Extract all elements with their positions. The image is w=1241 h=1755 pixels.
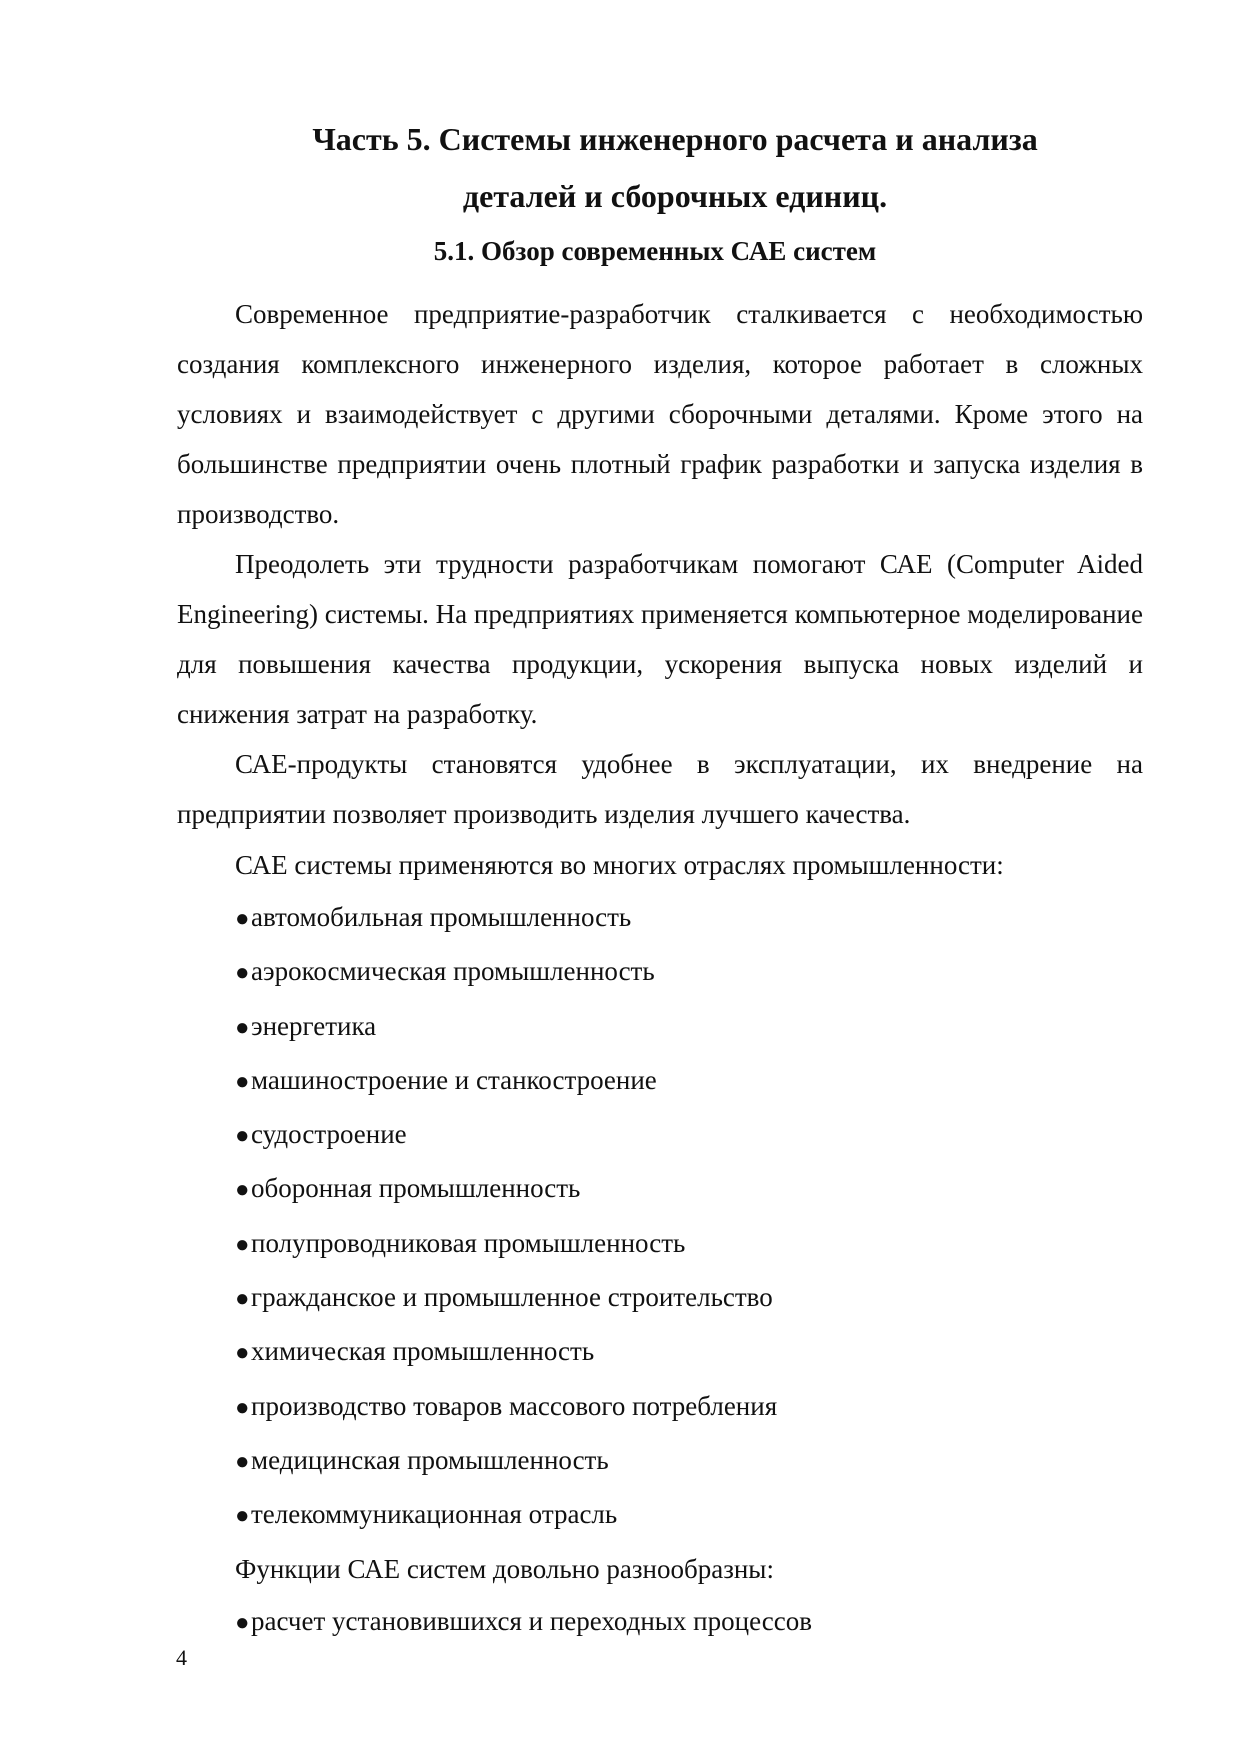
industries-list [177, 891, 1143, 1543]
bullet-icon: ● [235, 1068, 250, 1095]
list-item [177, 1325, 1143, 1379]
list-item [177, 1054, 1143, 1108]
industries-intro: САЕ системы применяются во многих отраслях промышленности: [235, 850, 1004, 880]
list-item [177, 1434, 1143, 1488]
list-item-text: полупроводниковая промышленность [251, 1227, 686, 1258]
functions-intro: Функции САЕ систем довольно разнообразны: [235, 1553, 774, 1584]
list-item-text: гражданское и промышленное строительство [251, 1282, 773, 1313]
list-item [177, 945, 1143, 999]
part-title-line-1: Часть 5. Системы инженерного расчета и анализа [312, 121, 1038, 157]
list-item-text: энергетика [251, 1010, 377, 1041]
bullet-icon: ● [235, 906, 250, 932]
list-item-text: телекоммуникационная отрасль [251, 1499, 618, 1530]
bullet-icon: ● [235, 1286, 250, 1313]
bullet-icon: ● [235, 1123, 250, 1150]
document-body [177, 289, 1143, 1649]
bullet-icon: ● [235, 1448, 250, 1475]
paragraph: САЕ-продукты становятся удобнее в эксплуатации, их внедрение на предприятии позволяет производить изделия лучшего качества. [177, 749, 1143, 829]
paragraph: Современное предприятие-разработчик сталкивается с необходимостью создания комплексного инженерного изделия, которое работает в сложных условиях и взаимодействует с другими сборочными деталями. Кроме этого на большинстве предприятии очень плотный график разработки и запуска изделия в производство. [177, 299, 1143, 529]
list-item [177, 1000, 1143, 1054]
list-item [177, 1488, 1143, 1542]
part-title-line-2: деталей и сборочных единиц. [462, 178, 888, 214]
list-item-text: оборонная промышленность [251, 1173, 581, 1204]
list-item-text: медицинская промышленность [251, 1444, 609, 1475]
section-title: 5.1. Обзор современных САЕ систем [433, 236, 877, 266]
list-item [177, 1217, 1143, 1271]
list-item-text: расчет установившихся и переходных процессов [251, 1605, 812, 1636]
bullet-icon: ● [235, 960, 250, 987]
list-item-text: машиностроение и станкостроение [251, 1064, 657, 1095]
bullet-icon: ● [235, 1231, 250, 1258]
list-item-text: судостроение [251, 1119, 407, 1150]
list-item-text: аэрокосмическая промышленность [251, 956, 655, 987]
list-item [177, 1108, 1143, 1162]
paragraph: Преодолеть эти трудности разработчикам помогают САЕ (Computer Aided Engineering) системы. На предприятиях применяется компьютерное моделирование для повышения качества продукции, ускорения выпуска новых изделий и снижения затрат на разработку. [177, 549, 1143, 729]
list-item-text: производство товаров массового потребления [251, 1390, 778, 1421]
bullet-icon: ● [235, 1014, 250, 1041]
list-item [177, 1162, 1143, 1216]
functions-list [177, 1595, 1143, 1649]
bullet-icon: ● [235, 1340, 250, 1367]
bullet-icon: ● [235, 1503, 250, 1530]
bullet-icon: ● [235, 1177, 250, 1204]
list-item [177, 1271, 1143, 1325]
bullet-icon: ● [235, 1609, 250, 1636]
list-item-text: автомобильная промышленность [251, 902, 632, 932]
list-item [177, 891, 1143, 945]
list-item [177, 1380, 1143, 1434]
list-item-text: химическая промышленность [251, 1336, 595, 1367]
list-item [177, 1595, 1143, 1649]
page-number: 4 [176, 1645, 187, 1670]
bullet-icon: ● [235, 1394, 250, 1421]
